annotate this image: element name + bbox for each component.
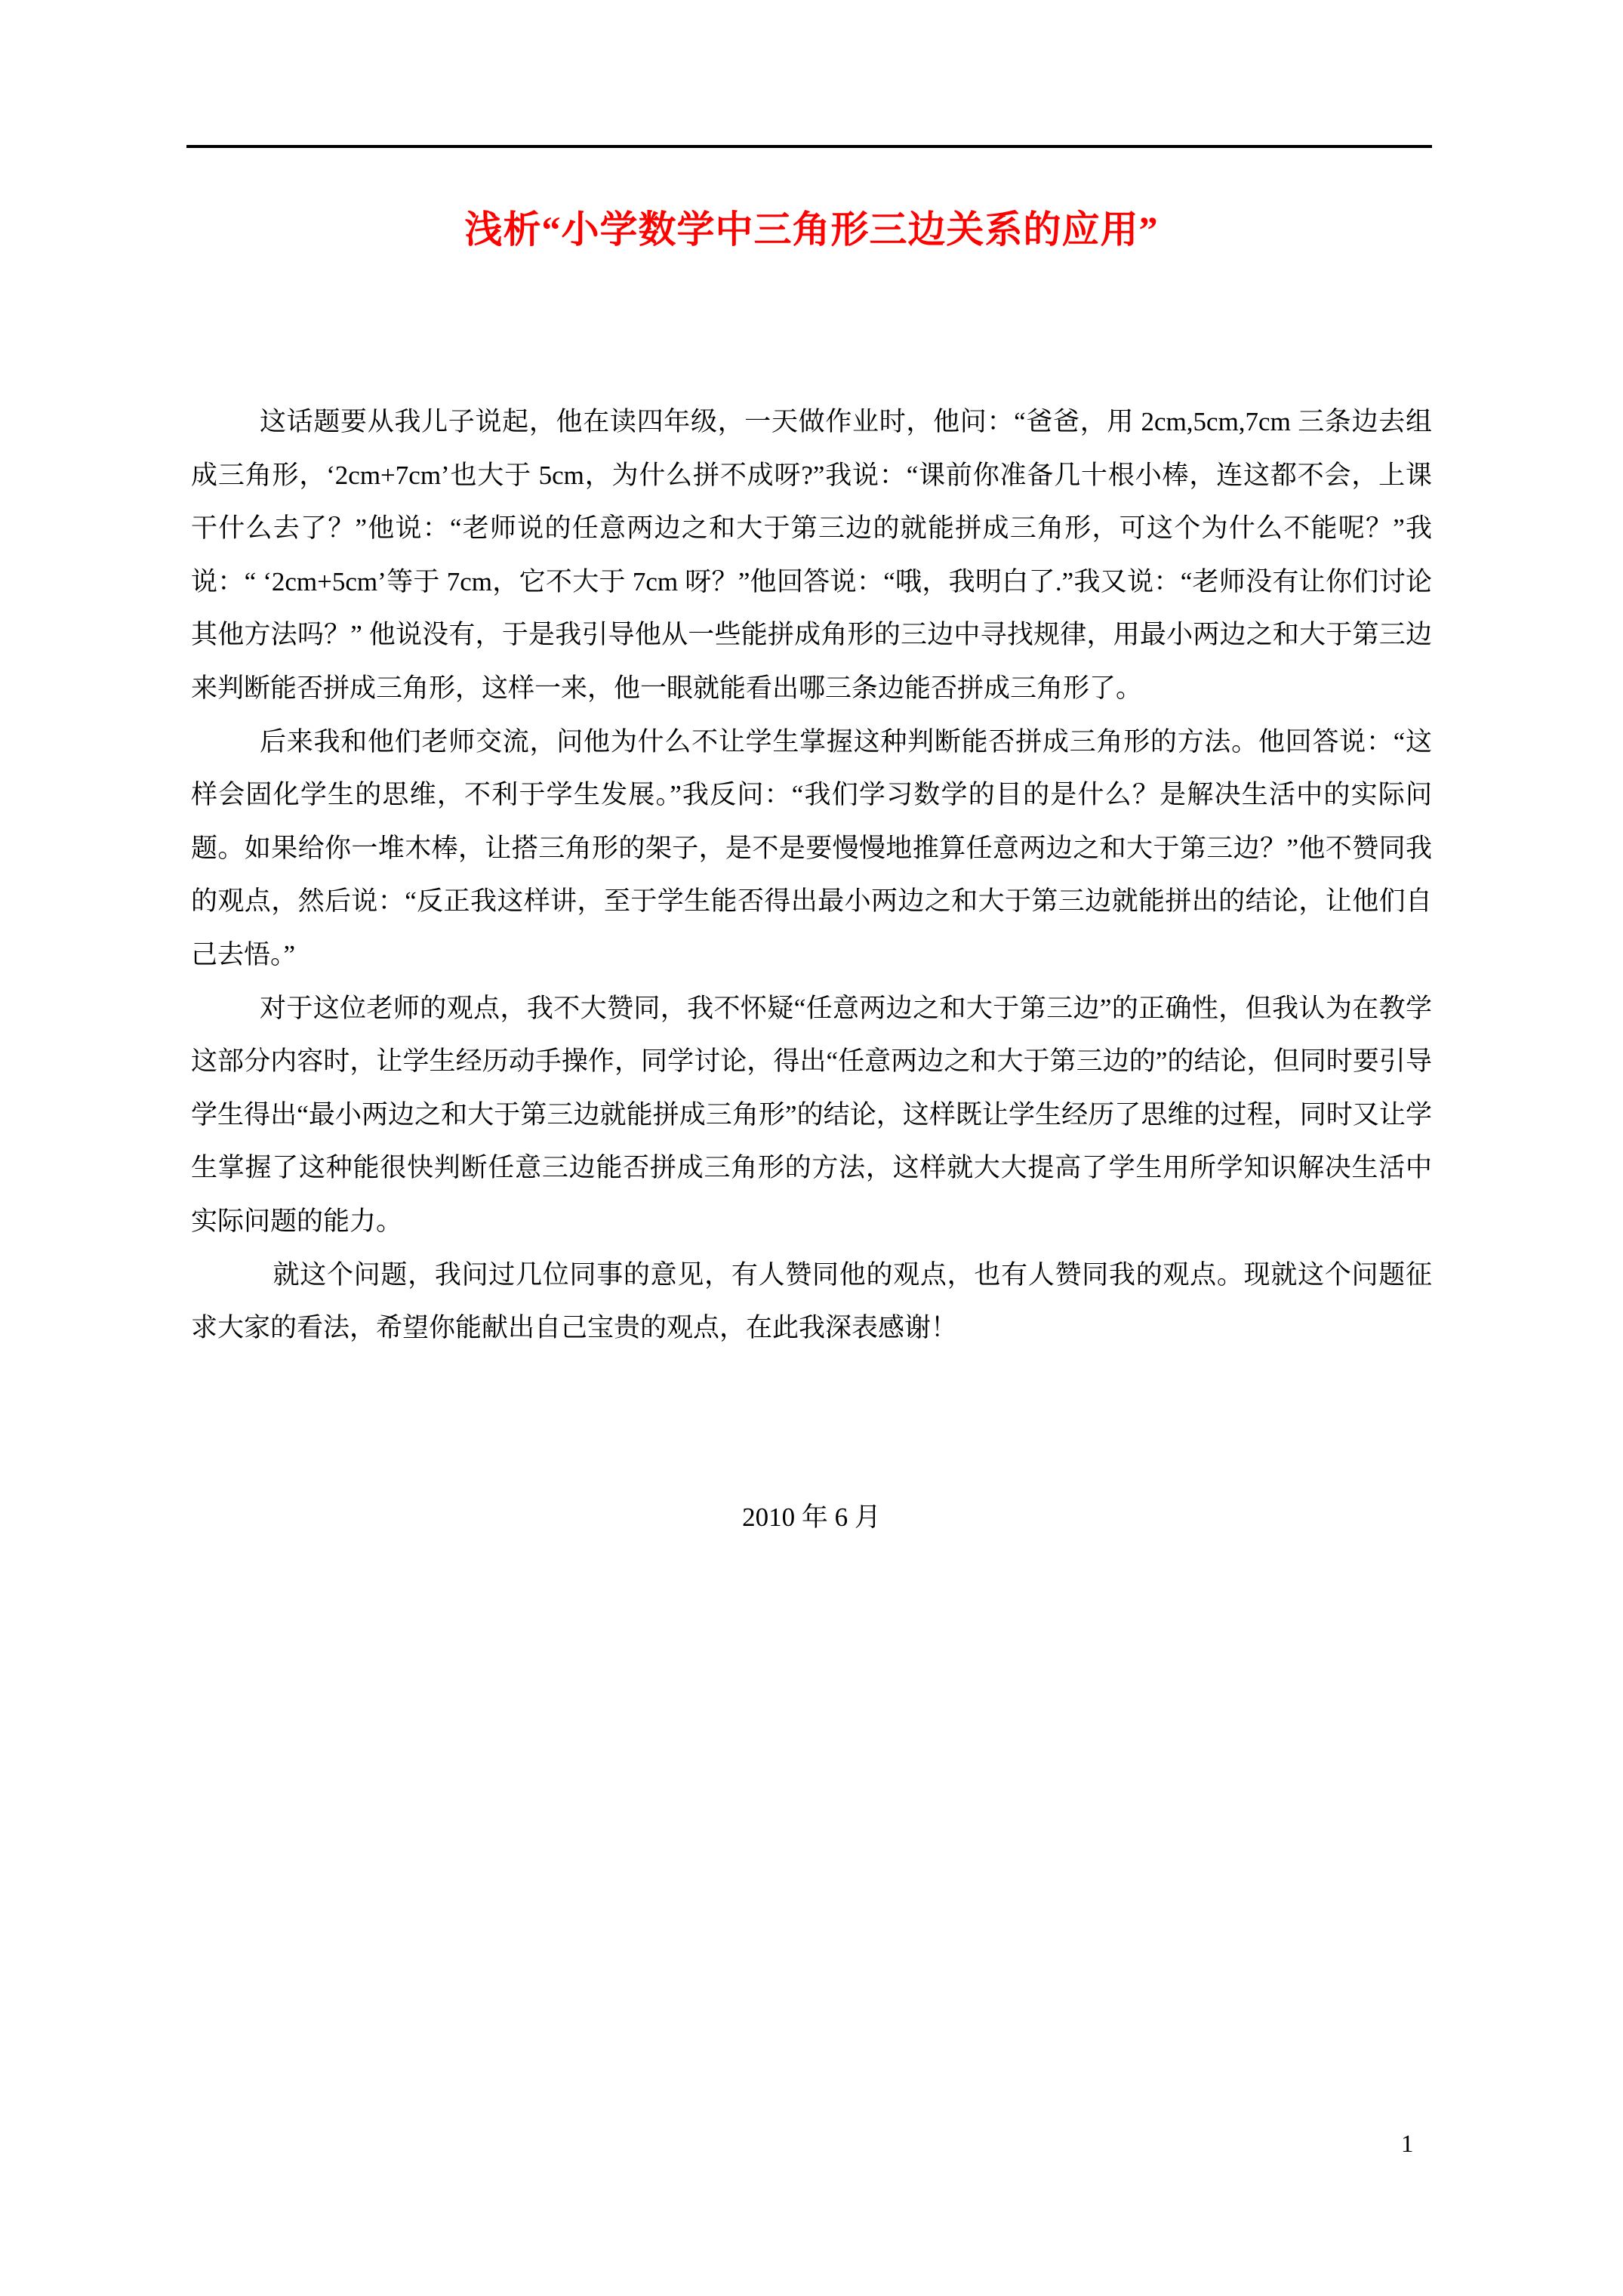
paragraph-2: 后来我和他们老师交流，问他为什么不让学生掌握这种判断能否拼成三角形的方法。他回答说：“这样会固化学生的思维，不利于学生发展。”我反问：“我们学习数学的目的是什么？是解决生活中的实际问题。如果给你一堆木棒，让搭三角形的架子，是不是要慢慢地推算任意两边之和大于第三边？”他不赞同我的观点，然后说：“反正我这样讲，至于学生能否得出最小两边之和大于第三边就能拼出的结论，让他们自己去悟。” [191, 726, 1432, 969]
document-body [191, 396, 1432, 1355]
paragraph-4: 就这个问题，我问过几位同事的意见，有人赞同他的观点，也有人赞同我的观点。现就这个问题征求大家的看法，希望你能献出自己宝贵的观点，在此我深表感谢！ [191, 1259, 1432, 1343]
paragraph-1: 这话题要从我儿子说起，他在读四年级，一天做作业时，他问：“爸爸，用 2cm,5cm,7cm 三条边去组成三角形，‘2cm+7cm’也大于 5cm，为什么拼不成呀?”我说：“课前你准备几十根小棒，连这都不会，上课干什么去了？”他说：“老师说的任意两边之和大于第三边的就能拼成三角形，可这个为什么不能呢？”我说：“ ‘2cm+5cm’等于 7cm，它不大于 7cm 呀？”他回答说：“哦，我明白了.”我又说：“老师没有让你们讨论其他方法吗？” 他说没有，于是我引导他从一些能拼成角形的三边中寻找规律，用最小两边之和大于第三边来判断能否拼成三角形，这样一来，他一眼就能看出哪三条边能否拼成三角形了。 [191, 407, 1432, 703]
page-number: 1 [1401, 2131, 1414, 2158]
document-date: 2010 年 6 月 [742, 1502, 881, 1532]
paragraph-3: 对于这位老师的观点，我不大赞同，我不怀疑“任意两边之和大于第三边”的正确性，但我认为在教学这部分内容时，让学生经历动手操作，同学讨论，得出“任意两边之和大于第三边的”的结论，但同时要引导学生得出“最小两边之和大于第三边就能拼成三角形”的结论，这样既让学生经历了思维的过程，同时又让学生掌握了这种能很快判断任意三边能否拼成三角形的方法，这样就大大提高了学生用所学知识解决生活中实际问题的能力。 [191, 993, 1432, 1236]
document-title: 浅析“小学数学中三角形三边关系的应用” [464, 208, 1159, 251]
header-rule [186, 145, 1432, 148]
